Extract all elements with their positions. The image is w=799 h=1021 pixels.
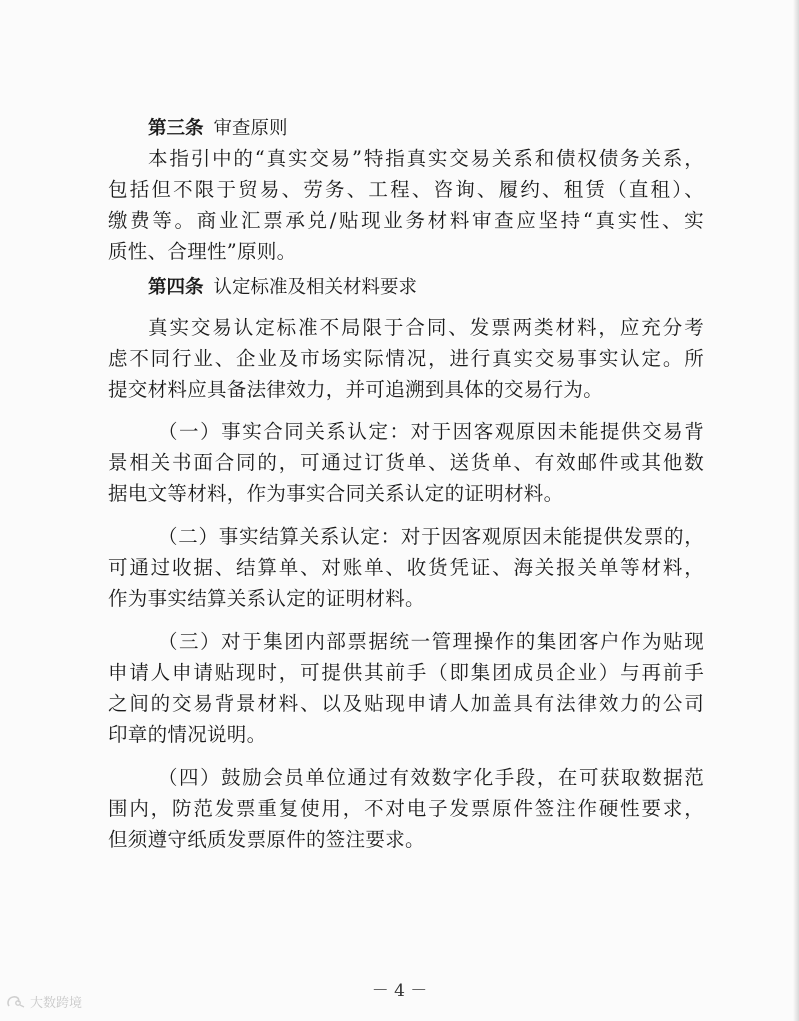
text-line: 缴费等。商业汇票承兑/贴现业务材料审查应坚持“真实性、实 <box>108 209 704 232</box>
page-number: － 4 － <box>371 981 428 1001</box>
paragraph <box>108 762 704 855</box>
text-line: 景相关书面合同的，可通过订货单、送货单、有效邮件或其他数 <box>108 451 704 474</box>
text-line: 虑不同行业、企业及市场实际情况，进行真实交易事实认定。所 <box>108 347 704 370</box>
text-line: （四）鼓励会员单位通过有效数字化手段，在可获取数据范 <box>158 766 704 789</box>
brand-logo-icon <box>6 995 26 1009</box>
text-line: 围内，防范发票重复使用，不对电子发票原件签注作硬性要求， <box>108 797 704 820</box>
text-line: 可通过收据、结算单、对账单、收货凭证、海关报关单等材料， <box>108 556 704 579</box>
paragraph <box>108 521 704 614</box>
page-edge-shadow <box>793 0 799 1021</box>
text-line: 本指引中的“真实交易”特指真实交易关系和债权债务关系， <box>148 147 704 170</box>
paragraph <box>108 416 704 509</box>
article-title: 认定标准及相关材料要求 <box>213 277 418 298</box>
watermark-text: 大数跨境 <box>30 996 83 1011</box>
text-line: （三）对于集团内部票据统一管理操作的集团客户作为贴现 <box>158 630 704 653</box>
text-line: 提交材料应具备法律效力，并可追溯到具体的交易行为。 <box>108 378 604 401</box>
paragraph <box>108 143 704 267</box>
paragraph <box>108 312 704 405</box>
text-line: 但须遵守纸质发票原件的签注要求。 <box>108 828 425 851</box>
text-line: 申请人申请贴现时，可提供其前手（即集团成员企业）与再前手 <box>108 661 704 684</box>
text-line: 真实交易认定标准不局限于合同、发票两类材料，应充分考 <box>148 316 704 339</box>
watermark <box>6 992 82 1011</box>
text-line: 之间的交易背景材料、以及贴现申请人加盖具有法律效力的公司 <box>108 692 704 715</box>
article-title: 审查原则 <box>213 118 288 139</box>
text-line: （二）事实结算关系认定：对于因客观原因未能提供发票的， <box>158 525 704 548</box>
paragraph <box>108 626 704 750</box>
text-line: （一）事实合同关系认定：对于因客观原因未能提供交易背 <box>158 420 704 443</box>
text-line: 印章的情况说明。 <box>108 723 267 746</box>
article-number: 第四条 <box>148 277 204 298</box>
text-line: 据电文等材料，作为事实合同关系认定的证明材料。 <box>108 482 564 505</box>
text-line: 包括但不限于贸易、劳务、工程、咨询、履约、租赁（直租）、 <box>108 178 704 201</box>
article-heading <box>108 112 704 143</box>
text-line: 质性、合理性”原则。 <box>108 240 297 263</box>
article-number: 第三条 <box>148 118 204 139</box>
text-line: 作为事实结算关系认定的证明材料。 <box>108 587 425 610</box>
article-heading <box>108 271 704 302</box>
document-body <box>108 112 704 855</box>
